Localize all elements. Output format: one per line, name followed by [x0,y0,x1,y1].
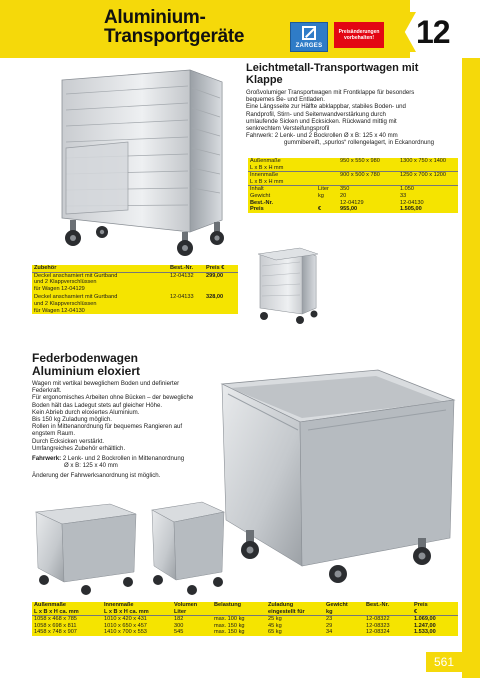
chapter-title-line2: Transportgeräte [104,26,245,47]
description-line: Boden hält das Ladegut stets auf gleicher Höhe. [32,401,163,409]
accessory-line: für Wagen 12-04130 [34,307,85,314]
accessory-description [32,292,168,314]
column-header: € [412,609,458,616]
description-line: engstem Raum. [32,430,76,438]
product-description [246,89,458,147]
spec-value: 1250 x 700 x 1200 [398,172,458,179]
fahrwerk-line [32,455,208,462]
column-header [364,609,412,616]
price-value: 1.069,00 [414,616,436,623]
column-header [212,609,266,616]
table-cell: 545 [174,629,184,636]
column-header: Zubehör [32,265,168,272]
order-number: 12-04129 [340,199,364,206]
spec-table-transport-wagon [248,158,458,213]
price-badge-line2: vorbehalten! [343,35,374,41]
price-value: 1.533,00 [414,629,436,636]
spec-value: 20 [340,192,347,199]
spec-unit [316,172,338,179]
table-row [32,272,238,292]
column-header: Innenmaße [104,602,134,608]
spring-wagon-description [32,380,208,480]
spec-value: 1300 x 750 x 1400 [400,158,447,164]
spec-unit: € [318,206,322,213]
column-header: Best.-Nr. [366,602,390,608]
order-number: 12-04132 [170,272,194,279]
order-number: 12-04130 [400,199,424,206]
table-row [248,172,458,179]
zarges-logo [290,22,328,52]
column-header: Liter [172,609,212,616]
spec-label: L x B x H mm [250,178,284,185]
product-title-transport-wagon [246,62,456,86]
spring-floor-wagon-small-image-1 [32,498,142,598]
description-line: Umfangreiches Zubehör erhältlich. [32,444,126,452]
table-header-row [32,265,238,272]
table-row [248,158,458,165]
column-header: eingestellt für [266,609,324,616]
table-row [248,165,458,172]
column-header: Preis [414,602,428,608]
table-cell: max. 100 kg [214,616,245,623]
description-line: Durch Ecksicken verstärkt. [32,437,105,445]
transport-wagon-image [40,62,240,258]
table-row [32,616,458,623]
table-cell: 182 [174,616,184,623]
accessories-table [32,265,238,314]
column-header: Volumen [174,602,198,608]
side-color-strip [462,58,480,678]
order-number: 12-08322 [366,616,390,623]
product-title-line1: Leichtmetall-Transportwagen mit [246,62,419,74]
chapter-title [104,8,244,46]
zarges-logo-icon [302,26,316,40]
product-title-line1: Federbodenwagen [32,351,139,365]
description-line: umlaufende Sicken und Ecksicken. Rückwand mittig mit [246,117,397,125]
description-line: gummibereift, „spurlos“ rollengelagert, in Eckanordnung [284,139,435,147]
chapter-number: 12 [416,14,450,50]
accessory-line: für Wagen 12-04129 [34,285,85,292]
spec-value: 1.050 [398,186,458,193]
order-number: 12-04133 [170,294,194,301]
price-value: 1.505,00 [400,206,422,213]
table-cell: max. 150 kg [214,629,245,636]
fahrwerk-label: Fahrwerk: [32,455,62,463]
description-line: Eine Längsseite zur Hälfte abklappbar, stabiles Boden- und [246,103,406,111]
table-cell: 300 [174,622,184,629]
accessory-line: Deckel anscharniert mit Gurtband [34,294,118,301]
table-header-row [32,609,458,616]
spec-label: Gewicht [250,192,271,199]
spec-unit: Liter [316,186,338,193]
spring-floor-wagon-large-image [218,360,460,590]
order-number: 12-08324 [366,629,390,636]
table-cell: 29 [326,622,333,629]
fahrwerk-text: 2 Lenk- und 2 Bockrollen in Mittenanordnung [62,455,185,463]
product-title-line2: Klappe [246,74,283,86]
price-badge-line1: Preisänderungen [338,29,380,35]
spec-unit: kg [318,192,324,199]
fahrwerk-sub: Ø x B: 125 x 40 mm [64,462,118,470]
spec-label: Preis [250,206,264,213]
price-value: 1.247,00 [414,622,436,629]
column-header: L x B x H ca. mm [32,609,102,616]
spec-label: L x B x H mm [250,164,284,171]
table-row [248,186,458,193]
product-title-spring-floor-wagon [32,352,140,378]
description-line: Federkraft. [32,387,62,395]
column-header: Gewicht [326,602,348,608]
page-header [0,0,480,58]
description-line: bequemes Be- und Entladen. [246,96,325,104]
table-cell: max. 150 kg [214,622,245,629]
accessory-line: und 2 Klappverschlüssen [34,300,97,307]
table-cell: 1058 x 468 x 785 [34,616,77,623]
table-cell: 45 kg [268,622,282,629]
table-row [32,292,238,314]
spec-label: Inhalt [248,186,316,193]
wagon-with-lid-image [254,244,322,326]
note-line: Änderung der Fahrwerksanordnung ist möglich. [32,472,161,480]
column-header: kg [324,609,364,616]
spec-unit [316,158,338,165]
price-value: 955,00 [340,206,358,213]
accessory-line: Deckel anscharniert mit Gurtband [34,272,118,279]
table-cell: 1058 x 698 x 811 [34,622,77,629]
column-header: Außenmaße [34,602,67,608]
description-line: senkrechtem Versteifungsprofil [246,125,330,133]
spec-label: Best.-Nr. [250,199,274,206]
price-change-badge [334,22,384,48]
spec-value: 33 [400,192,407,199]
table-header-row [32,602,458,609]
table-row [248,179,458,186]
description-line: Randprofil, Stirn- und Seitenwandverstärkung durch [246,110,386,118]
zarges-logo-text: ZARGES [295,43,323,49]
price-value: 299,00 [206,272,224,279]
table-row [248,193,458,200]
table-cell: 1010 x 650 x 457 [104,622,147,629]
spec-label: Innenmaße [248,172,316,179]
table-row [32,629,458,636]
description-line: Wagen mit vertikal beweglichem Boden und definierter [32,380,180,387]
table-cell: 1010 x 420 x 431 [104,616,147,623]
column-header: Zuladung [268,602,294,608]
page-number: 561 [426,652,462,672]
table-cell: 23 [326,616,333,623]
price-value: 328,00 [206,294,224,301]
chapter-title-line1: Aluminium- [104,7,206,28]
table-row [32,623,458,630]
description-line: Rollen in Mittenanordnung für bequemes Rangieren auf [32,423,183,431]
spring-floor-wagon-small-image-2 [148,496,228,598]
accessory-description [32,272,168,292]
column-header: Belastung [214,602,242,608]
description-line: Großvolumiger Transportwagen mit Frontklappe für besonders [246,89,415,96]
spring-wagon-spec-table [32,602,458,636]
order-number: 12-08323 [366,622,390,629]
description-line: Für ergonomisches Arbeiten ohne Bücken – der bewegliche [32,394,194,402]
description-line: Fahrwerk: 2 Lenk- und 2 Bockrollen Ø x B: 125 x 40 mm [246,132,398,140]
table-cell: 25 kg [268,616,282,623]
column-header: L x B x H ca. mm [102,609,172,616]
spec-label: Außenmaße [250,158,281,164]
spec-value: 900 x 500 x 780 [338,172,398,179]
spec-value: 950 x 550 x 980 [340,158,380,164]
description-line: Kein Abrieb durch eloxiertes Aluminium. [32,408,140,416]
column-header: Preis € [204,265,238,272]
table-cell: 34 [326,629,333,636]
product-title-line2: Aluminium eloxiert [32,364,141,378]
column-header: Best.-Nr. [168,265,204,272]
accessory-line: und 2 Klappverschlüssen [34,279,97,286]
table-cell: 1458 x 748 x 907 [34,629,77,636]
description-line: Bis 150 kg Zuladung möglich. [32,416,112,424]
table-cell: 1410 x 700 x 553 [104,629,147,636]
spec-value: 350 [338,186,398,193]
table-row [248,200,458,207]
spec-unit [316,200,338,207]
table-cell: 65 kg [268,629,282,636]
table-row [248,206,458,213]
